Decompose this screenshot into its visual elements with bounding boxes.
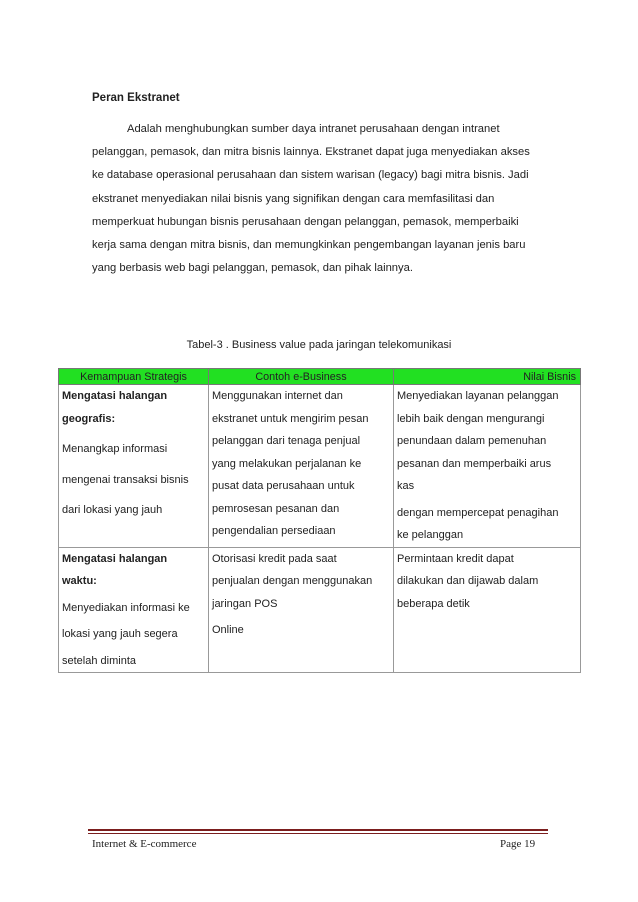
header-kemampuan-strategis: Kemampuan Strategis — [59, 369, 209, 385]
table-cell — [209, 547, 394, 673]
cell-line: ke pelanggan — [397, 529, 464, 541]
footer-rule — [88, 829, 548, 831]
cell-line: pelanggan dari tenaga penjual — [212, 435, 361, 447]
footer-title: Internet & E-commerce — [92, 838, 197, 850]
cell-line: penundaan dalam pemenuhan — [397, 435, 547, 447]
paragraph-line: ke database operasional perusahaan dan sistem warisan (legacy) bagi mitra bisnis. Jadi — [92, 169, 529, 182]
cell-line: penjualan dengan menggunakan — [212, 575, 373, 587]
footer-rule — [88, 833, 548, 834]
paragraph-line: pelanggan, pemasok, dan mitra bisnis lainnya. Ekstranet dapat juga menyediakan akses — [92, 146, 530, 159]
paragraph-line: memperkuat hubungan bisnis perusahaan dengan pelanggan, pemasok, memperbaiki — [92, 215, 519, 228]
paragraph-line: yang berbasis web bagi pelanggan, pemasok, dan pihak lainnya. — [92, 262, 413, 275]
table-header-row — [59, 369, 581, 385]
cell-line: yang melakukan perjalanan ke — [212, 457, 362, 470]
cell-line: Otorisasi kredit pada saat — [212, 552, 337, 565]
cell-line: Menangkap informasi — [62, 443, 168, 455]
cell-line: Menyediakan layanan pelanggan — [397, 390, 559, 402]
table-cell — [209, 385, 394, 548]
cell-line: Mengatasi halangan waktu: — [62, 552, 168, 587]
table-cell — [59, 547, 209, 673]
cell-line: dengan mempercepat penagihan — [397, 506, 559, 519]
paragraph-line: Adalah menghubungkan sumber daya intranet perusahaan dengan intranet — [127, 123, 500, 135]
table-row — [59, 385, 581, 548]
table-row — [59, 547, 581, 673]
cell-line: dari lokasi yang jauh — [62, 504, 163, 516]
header-contoh-e-business: Contoh e-Business — [209, 369, 394, 385]
body-paragraph — [92, 118, 548, 280]
cell-line: ekstranet untuk mengirim pesan — [212, 412, 369, 425]
page-number: Page 19 — [500, 838, 536, 850]
section-title: Peran Ekstranet — [92, 92, 180, 104]
cell-line: Permintaan kredit dapat — [397, 552, 514, 565]
cell-line: pemrosesan pesanan dan — [212, 502, 340, 515]
cell-line: Menyediakan informasi ke — [62, 601, 190, 614]
cell-line: geografis: — [62, 412, 116, 425]
cell-line: pengendalian persediaan — [212, 525, 336, 537]
cell-line: dilakukan dan dijawab dalam — [397, 575, 539, 587]
cell-line: mengenai transaksi bisnis — [62, 473, 189, 486]
business-value-table — [58, 368, 581, 673]
cell-line: Online — [212, 624, 244, 636]
cell-line: setelah diminta — [62, 654, 136, 667]
cell-line: pesanan dan memperbaiki arus — [397, 457, 552, 470]
table-cell — [394, 547, 581, 673]
cell-line: beberapa detik — [397, 597, 470, 610]
paragraph-line: kerja sama dengan mitra bisnis, dan memungkinkan pengembangan layanan jenis baru — [92, 239, 526, 252]
cell-line: Mengatasi halangan — [62, 390, 168, 402]
table-cell — [394, 385, 581, 548]
header-nilai-bisnis: Nilai Bisnis — [394, 369, 581, 385]
cell-line: jaringan POS — [212, 597, 278, 610]
table-caption: Tabel-3 . Business value pada jaringan telekomunikasi — [186, 339, 452, 351]
cell-line: lokasi yang jauh segera — [62, 628, 178, 640]
cell-line: Menggunakan internet dan — [212, 390, 343, 402]
table-cell — [59, 385, 209, 548]
paragraph-line: ekstranet menyediakan nilai bisnis yang signifikan dengan cara memfasilitasi dan — [92, 192, 495, 205]
cell-line: pusat data perusahaan untuk — [212, 480, 355, 492]
cell-line: lebih baik dengan mengurangi — [397, 412, 545, 425]
cell-line: kas — [397, 480, 415, 492]
